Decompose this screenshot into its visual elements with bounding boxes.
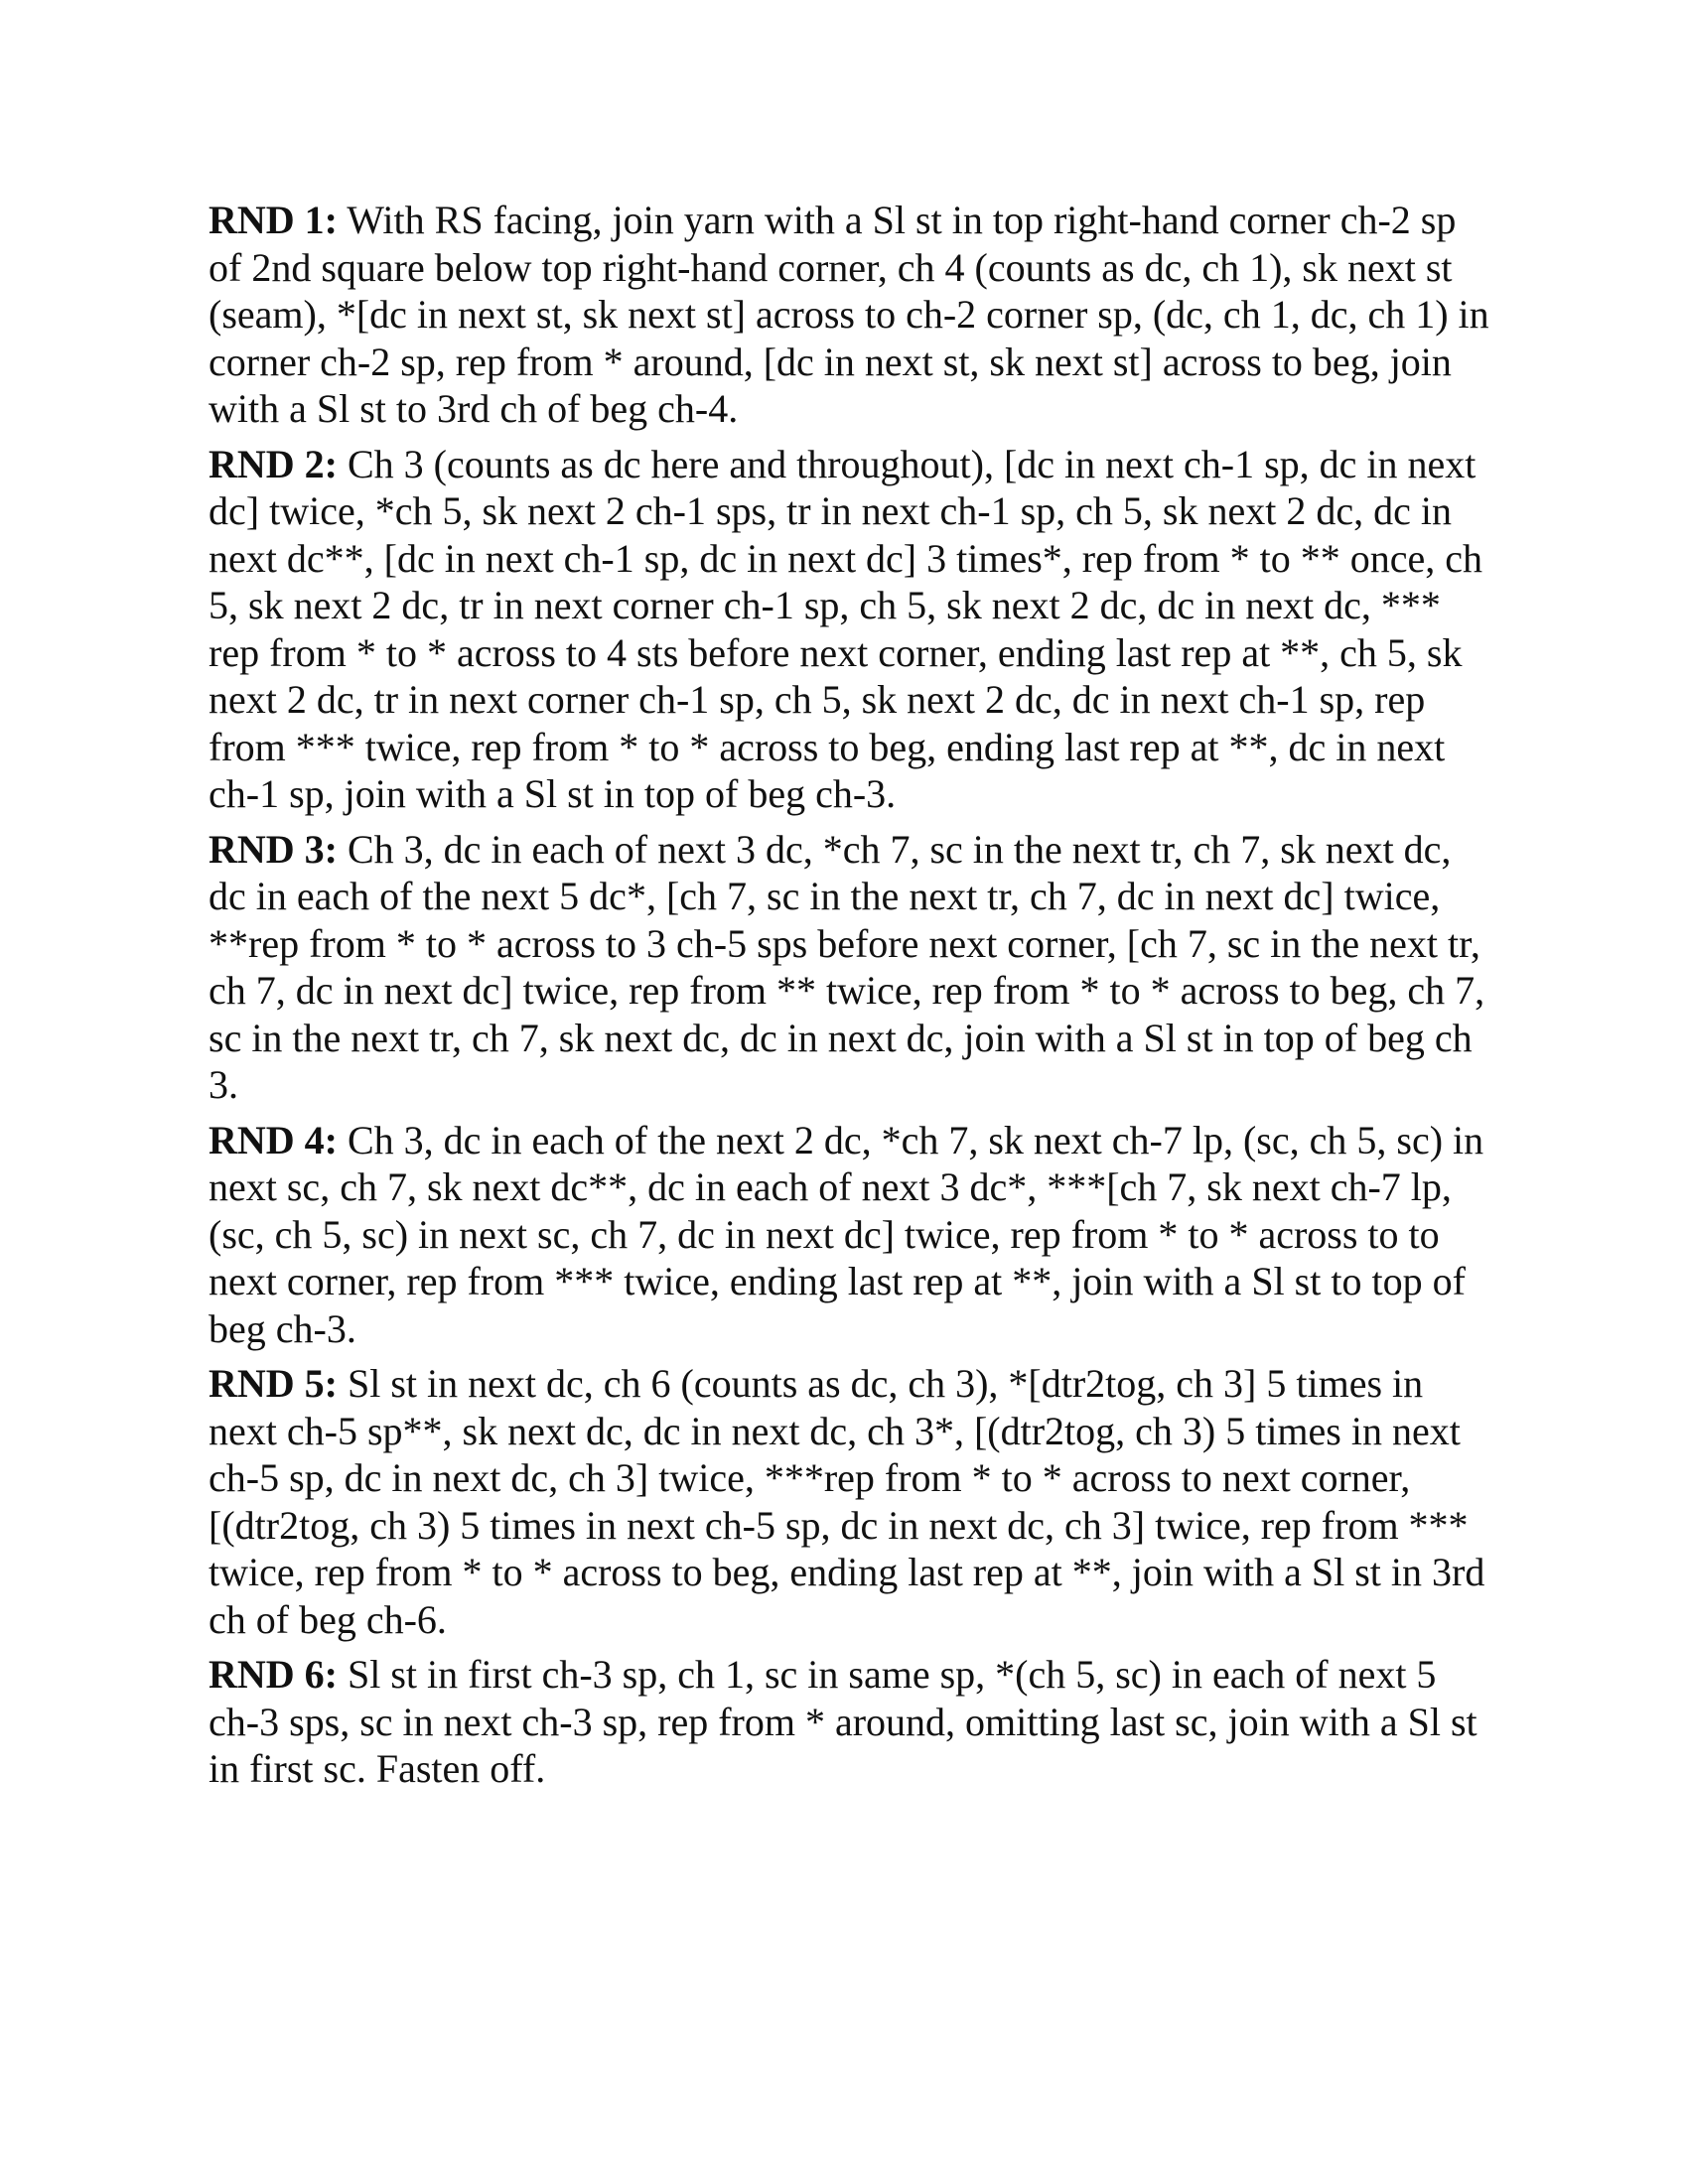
round-3-paragraph bbox=[209, 826, 1489, 1109]
round-2-label: RND 2: bbox=[209, 441, 338, 486]
round-1-paragraph bbox=[209, 197, 1489, 433]
round-4-text: Ch 3, dc in each of the next 2 dc, *ch 7, sk next ch-7 lp, (sc, ch 5, sc) in next sc, ch 7, sk next dc**, dc in each of next 3 dc*, ***[ch 7, sk next ch-7 lp, (sc, ch 5, sc) in next sc, ch 7, dc in next dc] twice, rep from * to * across to to next corner, rep from *** twice, ending last rep at **, join with a Sl st to top of beg ch-3. bbox=[209, 1117, 1484, 1351]
round-4-label: RND 4: bbox=[209, 1117, 338, 1162]
pattern-page bbox=[209, 197, 1489, 1801]
round-5-text: Sl st in next dc, ch 6 (counts as dc, ch 3), *[dtr2tog, ch 3] 5 times in next ch-5 sp**, sk next dc, dc in next dc, ch 3*, [(dtr2tog, ch 3) 5 times in next ch-5 sp, dc in next dc, ch 3] twice, ***rep from * to * across to next corner, [(dtr2tog, ch 3) 5 times in next ch-5 sp, dc in next dc, ch 3] twice, rep from *** twice, rep from * to * across to beg, ending last rep at **, join with a Sl st in 3rd ch of beg ch-6. bbox=[209, 1361, 1485, 1642]
round-5-paragraph bbox=[209, 1360, 1489, 1643]
round-6-text: Sl st in first ch-3 sp, ch 1, sc in same sp, *(ch 5, sc) in each of next 5 ch-3 sps, sc in next ch-3 sp, rep from * around, omitting last sc, join with a Sl st in first sc. Fasten off. bbox=[209, 1652, 1477, 1791]
round-6-label: RND 6: bbox=[209, 1652, 338, 1697]
round-3-text: Ch 3, dc in each of next 3 dc, *ch 7, sc in the next tr, ch 7, sk next dc, dc in each of the next 5 dc*, [ch 7, sc in the next tr, ch 7, dc in next dc] twice, **rep from * to * across to 3 ch-5 sps before next corner, [ch 7, sc in the next tr, ch 7, dc in next dc] twice, rep from ** twice, rep from * to * across to beg, ch 7, sc in the next tr, ch 7, sk next dc, dc in next dc, join with a Sl st in top of beg ch 3. bbox=[209, 826, 1485, 1107]
round-4-paragraph bbox=[209, 1117, 1489, 1353]
round-2-paragraph bbox=[209, 441, 1489, 818]
round-1-label: RND 1: bbox=[209, 198, 338, 242]
round-1-text: With RS facing, join yarn with a Sl st in top right-hand corner ch-2 sp of 2nd square below top right-hand corner, ch 4 (counts as dc, ch 1), sk next st (seam), *[dc in next st, sk next st] across to ch-2 corner sp, (dc, ch 1, dc, ch 1) in corner ch-2 sp, rep from * around, [dc in next st, sk next st] across to beg, join with a Sl st to 3rd ch of beg ch-4. bbox=[209, 198, 1489, 431]
round-3-label: RND 3: bbox=[209, 826, 338, 872]
round-2-text: Ch 3 (counts as dc here and throughout), [dc in next ch-1 sp, dc in next dc] twice, *ch 5, sk next 2 ch-1 sps, tr in next ch-1 sp, ch 5, sk next 2 dc, dc in next dc**, [dc in next ch-1 sp, dc in next dc] 3 times*, rep from * to ** once, ch 5, sk next 2 dc, tr in next corner ch-1 sp, ch 5, sk next 2 dc, dc in next dc, *** rep from * to * across to 4 sts before next corner, ending last rep at **, ch 5, sk next 2 dc, tr in next corner ch-1 sp, ch 5, sk next 2 dc, dc in next ch-1 sp, rep from *** twice, rep from * to * across to beg, ending last rep at **, dc in next ch-1 sp, join with a Sl st in top of beg ch-3. bbox=[209, 441, 1482, 816]
round-6-paragraph bbox=[209, 1651, 1489, 1793]
round-5-label: RND 5: bbox=[209, 1361, 338, 1406]
